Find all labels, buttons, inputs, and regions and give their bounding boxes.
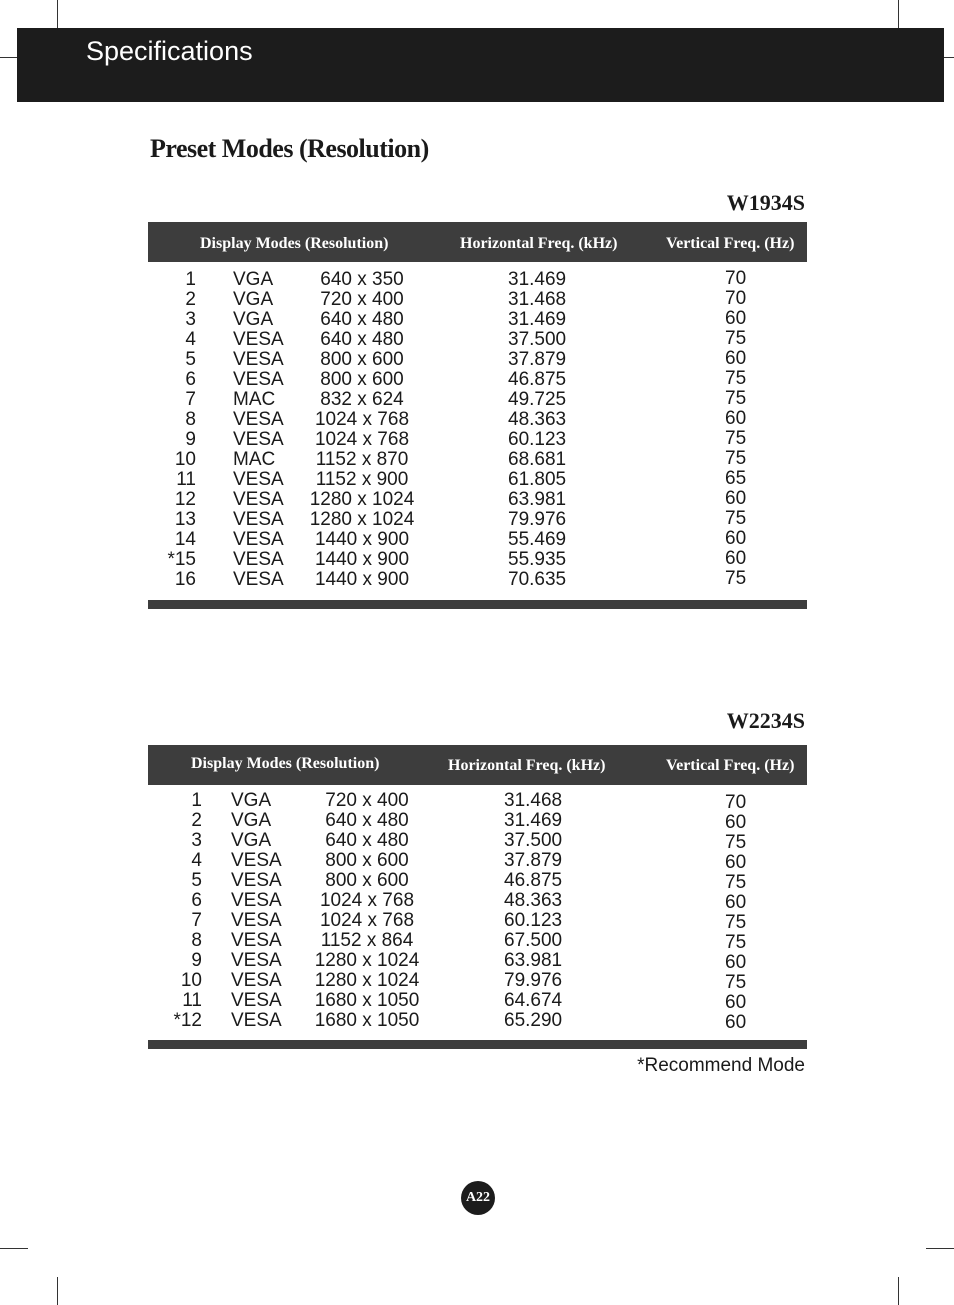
- table-row: [148, 871, 807, 891]
- page-title: Preset Modes (Resolution): [150, 134, 429, 163]
- mode-resolution: 720 x 400: [325, 790, 409, 811]
- mode-number: 1: [185, 269, 196, 290]
- mode-resolution: 1024 x 768: [319, 890, 415, 911]
- crop-mark: [0, 57, 17, 58]
- mode-resolution: 1440 x 900: [314, 529, 410, 550]
- vertical-freq: 75: [725, 388, 747, 409]
- mode-resolution: 1280 x 1024: [309, 509, 415, 530]
- mode-standard: VGA: [233, 309, 274, 330]
- mode-number: 13: [174, 509, 196, 530]
- header-vertical-freq: Vertical Freq. (Hz): [666, 235, 795, 252]
- horizontal-freq: 60.123: [508, 429, 567, 450]
- horizontal-freq: 55.469: [508, 529, 567, 550]
- vertical-freq: 60: [725, 812, 747, 833]
- mode-resolution: 832 x 624: [320, 389, 404, 410]
- table-row: [148, 410, 807, 430]
- vertical-freq: 75: [725, 872, 747, 893]
- vertical-freq: 60: [725, 952, 747, 973]
- mode-resolution: 1440 x 900: [314, 549, 410, 570]
- crop-mark: [898, 0, 899, 28]
- horizontal-freq: 31.468: [508, 289, 567, 310]
- model-label: W1934S: [726, 190, 805, 215]
- mode-number: 3: [191, 830, 202, 851]
- table-row: [148, 310, 807, 330]
- vertical-freq: 60: [725, 892, 747, 913]
- horizontal-freq: 64.674: [504, 990, 563, 1011]
- vertical-freq: 60: [725, 852, 747, 873]
- crop-mark: [944, 57, 954, 58]
- mode-number: *12: [173, 1010, 202, 1031]
- table-row: [148, 390, 807, 410]
- mode-standard: MAC: [233, 389, 276, 410]
- vertical-freq: 75: [725, 328, 747, 349]
- table-row: [148, 851, 807, 871]
- horizontal-freq: 61.805: [508, 469, 567, 490]
- vertical-freq: 75: [725, 832, 747, 853]
- mode-standard: VESA: [231, 990, 282, 1011]
- mode-standard: VESA: [233, 529, 284, 550]
- table-row: [148, 911, 807, 931]
- vertical-freq: 75: [725, 428, 747, 449]
- table-footer-bar: [148, 1040, 807, 1049]
- mode-standard: VGA: [231, 790, 272, 811]
- crop-mark: [57, 1277, 58, 1305]
- mode-number: 7: [185, 389, 196, 410]
- horizontal-freq: 63.981: [508, 489, 567, 510]
- mode-number: 5: [191, 870, 202, 891]
- horizontal-freq: 31.468: [504, 790, 563, 811]
- horizontal-freq: 68.681: [508, 449, 567, 470]
- mode-number: 7: [191, 910, 202, 931]
- mode-resolution: 1680 x 1050: [314, 990, 420, 1011]
- vertical-freq: 75: [725, 448, 747, 469]
- horizontal-freq: 37.879: [508, 349, 567, 370]
- vertical-freq: 70: [725, 288, 747, 309]
- table-row: [148, 510, 807, 530]
- table-row: [148, 831, 807, 851]
- mode-standard: VESA: [233, 329, 284, 350]
- vertical-freq: 75: [725, 932, 747, 953]
- table-row: [148, 991, 807, 1011]
- horizontal-freq: 67.500: [504, 930, 563, 951]
- mode-standard: VGA: [231, 830, 272, 851]
- horizontal-freq: 31.469: [508, 309, 567, 330]
- mode-standard: VESA: [233, 569, 284, 590]
- vertical-freq: 60: [725, 1012, 747, 1033]
- mode-resolution: 1024 x 768: [314, 429, 410, 450]
- horizontal-freq: 46.875: [508, 369, 567, 390]
- mode-resolution: 720 x 400: [320, 289, 404, 310]
- horizontal-freq: 79.976: [508, 509, 567, 530]
- mode-resolution: 1440 x 900: [314, 569, 410, 590]
- table-row: [148, 490, 807, 510]
- mode-standard: VESA: [233, 409, 284, 430]
- mode-standard: VGA: [233, 289, 274, 310]
- table-row: [148, 931, 807, 951]
- table-row: [148, 430, 807, 450]
- table-footer-bar: [148, 600, 807, 609]
- vertical-freq: 75: [725, 368, 747, 389]
- horizontal-freq: 48.363: [504, 890, 563, 911]
- mode-resolution: 1280 x 1024: [314, 950, 420, 971]
- horizontal-freq: 37.879: [504, 850, 563, 871]
- table-header: [148, 222, 807, 262]
- vertical-freq: 65: [725, 468, 747, 489]
- vertical-freq: 75: [725, 568, 747, 589]
- mode-number: 3: [185, 309, 196, 330]
- mode-standard: MAC: [233, 449, 276, 470]
- footnote: *Recommend Mode: [637, 1055, 805, 1076]
- mode-standard: VGA: [231, 810, 272, 831]
- mode-number: 4: [185, 329, 196, 350]
- mode-number: 2: [191, 810, 202, 831]
- mode-number: 6: [191, 890, 202, 911]
- mode-standard: VESA: [231, 930, 282, 951]
- vertical-freq: 70: [725, 268, 747, 289]
- mode-resolution: 800 x 600: [320, 369, 404, 390]
- table-row: [148, 891, 807, 911]
- mode-resolution: 640 x 480: [320, 309, 404, 330]
- table-row: [148, 290, 807, 310]
- table-row: [148, 570, 807, 590]
- table-row: [148, 550, 807, 570]
- mode-standard: VESA: [233, 469, 284, 490]
- mode-number: *15: [167, 549, 196, 570]
- mode-standard: VESA: [233, 369, 284, 390]
- mode-standard: VESA: [233, 489, 284, 510]
- mode-resolution: 800 x 600: [320, 349, 404, 370]
- vertical-freq: 60: [725, 548, 747, 569]
- mode-standard: VESA: [233, 429, 284, 450]
- mode-number: 1: [191, 790, 202, 811]
- mode-number: 6: [185, 369, 196, 390]
- mode-resolution: 1024 x 768: [314, 409, 410, 430]
- table-row: [148, 330, 807, 350]
- vertical-freq: 60: [725, 308, 747, 329]
- horizontal-freq: 31.469: [508, 269, 567, 290]
- vertical-freq: 60: [725, 528, 747, 549]
- mode-standard: VESA: [231, 890, 282, 911]
- mode-number: 11: [176, 469, 196, 490]
- mode-resolution: 640 x 480: [325, 810, 409, 831]
- vertical-freq: 75: [725, 912, 747, 933]
- vertical-freq: 75: [725, 972, 747, 993]
- mode-standard: VESA: [233, 509, 284, 530]
- mode-resolution: 1152 x 864: [320, 930, 414, 951]
- mode-number: 9: [185, 429, 196, 450]
- mode-resolution: 1280 x 1024: [314, 970, 420, 991]
- table-row: [148, 951, 807, 971]
- mode-standard: VESA: [231, 970, 282, 991]
- header-horizontal-freq: Horizontal Freq. (kHz): [460, 235, 618, 252]
- table-row: [148, 971, 807, 991]
- table-row: [148, 811, 807, 831]
- vertical-freq: 75: [725, 508, 747, 529]
- vertical-freq: 60: [725, 408, 747, 429]
- horizontal-freq: 55.935: [508, 549, 567, 570]
- section-title: Specifications: [86, 36, 253, 66]
- mode-number: 10: [180, 970, 202, 991]
- crop-mark: [0, 1248, 28, 1249]
- horizontal-freq: 31.469: [504, 810, 563, 831]
- horizontal-freq: 70.635: [508, 569, 567, 590]
- mode-number: 5: [185, 349, 196, 370]
- mode-number: 11: [182, 990, 202, 1011]
- table-row: [148, 791, 807, 811]
- mode-resolution: 1152 x 900: [315, 469, 409, 490]
- mode-resolution: 1280 x 1024: [309, 489, 415, 510]
- mode-number: 9: [191, 950, 202, 971]
- vertical-freq-column: [725, 793, 746, 1033]
- horizontal-freq: 37.500: [508, 329, 567, 350]
- crop-mark: [898, 1277, 899, 1305]
- table-header: [148, 745, 807, 785]
- mode-resolution: 1024 x 768: [319, 910, 415, 931]
- mode-resolution: 640 x 480: [325, 830, 409, 851]
- mode-resolution: 800 x 600: [325, 850, 409, 871]
- mode-standard: VESA: [231, 950, 282, 971]
- mode-standard: VESA: [231, 910, 282, 931]
- mode-resolution: 1152 x 870: [315, 449, 409, 470]
- mode-resolution: 640 x 480: [320, 329, 404, 350]
- horizontal-freq: 37.500: [504, 830, 563, 851]
- mode-number: 8: [191, 930, 202, 951]
- mode-resolution: 640 x 350: [320, 269, 404, 290]
- table-row: [148, 270, 807, 290]
- horizontal-freq: 46.875: [504, 870, 563, 891]
- table-row: [148, 450, 807, 470]
- vertical-freq: 70: [725, 792, 747, 813]
- header-vertical-freq: Vertical Freq. (Hz): [666, 757, 795, 774]
- table-row: [148, 1011, 807, 1031]
- horizontal-freq: 79.976: [504, 970, 563, 991]
- mode-resolution: 800 x 600: [325, 870, 409, 891]
- horizontal-freq: 48.363: [508, 409, 567, 430]
- mode-standard: VESA: [231, 870, 282, 891]
- table-row: [148, 530, 807, 550]
- vertical-freq: 60: [725, 992, 747, 1013]
- mode-standard: VESA: [233, 349, 284, 370]
- mode-resolution: 1680 x 1050: [314, 1010, 420, 1031]
- header-display-modes: Display Modes (Resolution): [191, 755, 380, 772]
- mode-number: 12: [174, 489, 196, 510]
- mode-number: 4: [191, 850, 202, 871]
- mode-standard: VESA: [231, 850, 282, 871]
- mode-standard: VESA: [231, 1010, 282, 1031]
- vertical-freq-column: [725, 269, 746, 589]
- table-row: [148, 370, 807, 390]
- crop-mark: [57, 0, 58, 28]
- table-row: [148, 350, 807, 370]
- mode-number: 2: [185, 289, 196, 310]
- mode-number: 16: [174, 569, 196, 590]
- header-horizontal-freq: Horizontal Freq. (kHz): [448, 757, 606, 774]
- mode-number: 8: [185, 409, 196, 430]
- horizontal-freq: 49.725: [508, 389, 567, 410]
- header-display-modes: Display Modes (Resolution): [200, 235, 389, 252]
- page-number: A22: [461, 1181, 495, 1215]
- vertical-freq: 60: [725, 348, 747, 369]
- horizontal-freq: 65.290: [504, 1010, 563, 1031]
- horizontal-freq: 63.981: [504, 950, 563, 971]
- mode-number: 10: [174, 449, 196, 470]
- crop-mark: [926, 1248, 954, 1249]
- model-label: W2234S: [726, 708, 805, 733]
- mode-standard: VGA: [233, 269, 274, 290]
- table-row: [148, 470, 807, 490]
- mode-standard: VESA: [233, 549, 284, 570]
- vertical-freq: 60: [725, 488, 747, 509]
- mode-number: 14: [174, 529, 196, 550]
- horizontal-freq: 60.123: [504, 910, 563, 931]
